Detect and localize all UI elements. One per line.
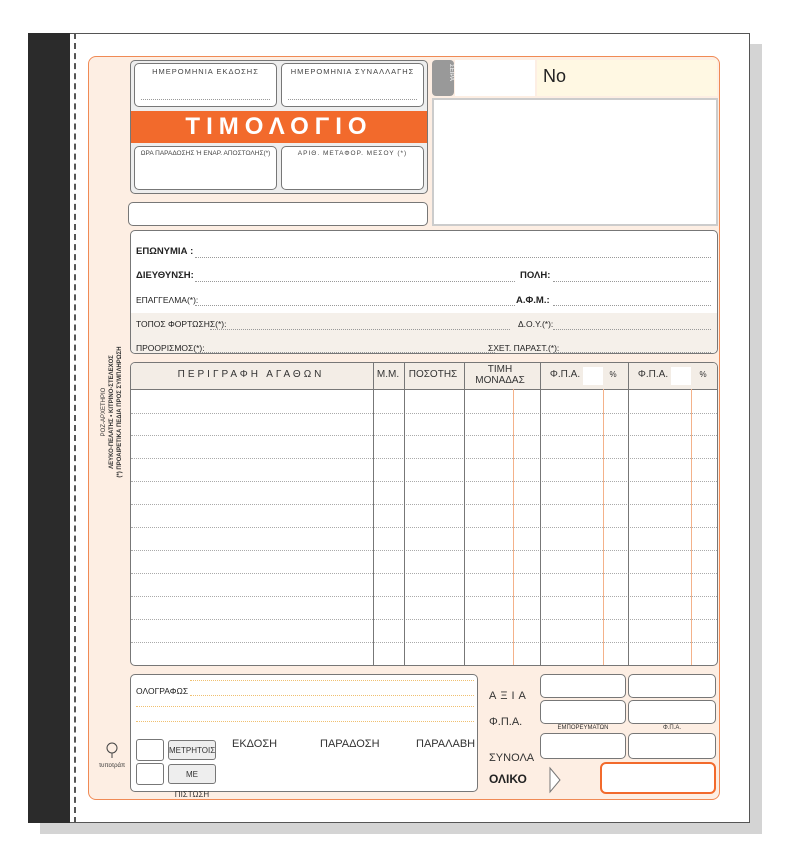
invoice-title: ΤΙΜΟΛΟΓΙΟ (131, 111, 427, 143)
loading-place-label: ΤΟΠΟΣ ΦΟΡΤΩΣΗΣ(*): (136, 319, 227, 329)
price-cents-divider (513, 389, 514, 665)
side-note-line3: (*) ΠΡΟΑΙΡΕΤΙΚΑ ΠΕΔΙΑ ΠΡΟΣ ΣΥΜΠΛΗΡΩΣΗ (117, 346, 123, 478)
customer-vat-label: Α.Φ.Μ.: (516, 295, 550, 306)
vat2-percent-field[interactable] (671, 367, 691, 385)
customer-profession-label: ΕΠΑΓΓΕΛΜΑ(*): (136, 295, 199, 305)
issue-date-line (141, 99, 270, 100)
number-label: No (543, 66, 567, 86)
related-doc-label: ΣΧΕΤ. ΠΑΡΑΣΤ.(*): (488, 343, 560, 353)
issue-date-field[interactable] (134, 63, 277, 107)
sums-label: ΣΥΝΟΛΑ (489, 752, 535, 764)
vat-vat-field[interactable] (628, 700, 716, 724)
perforation-line (74, 33, 76, 823)
vat-merch-field[interactable] (540, 700, 626, 724)
items-table (130, 362, 718, 666)
tax-office-label: Δ.Ο.Υ.(*): (518, 319, 554, 329)
customer-vat-line[interactable] (553, 305, 711, 306)
customer-name-line[interactable] (195, 257, 711, 258)
col-quantity: ΠΟΣΟΤΗΣ (408, 369, 458, 380)
side-note-line1: ΡΟΖ-ΑΡΧΕΤΗΡΙΟ (101, 387, 107, 437)
cash-checkbox[interactable] (136, 739, 164, 761)
value-vat-field[interactable] (628, 674, 716, 698)
col-vat1: Φ.Π.Α. (549, 369, 581, 380)
in-words-label: ΟΛΟΓΡΑΦΩΣ (136, 686, 189, 696)
vat1-cents-divider (603, 389, 604, 665)
value-label: ΑΞΙΑ (489, 690, 530, 702)
value-merch-field[interactable] (540, 674, 626, 698)
vat-column-label: Φ.Π.Α. (662, 725, 682, 731)
customer-profession-line[interactable] (195, 305, 515, 306)
col-vat1-percent: % (609, 370, 617, 379)
customer-block (130, 230, 718, 354)
grand-total-field[interactable] (600, 762, 716, 794)
col-description: ΠΕΡΙΓΡΑΦΗ ΑΓΑΘΩΝ (177, 369, 325, 380)
transaction-date-line (288, 99, 417, 100)
extra-field[interactable] (128, 202, 428, 226)
col-unit: Μ.Μ. (376, 369, 400, 380)
customer-address-line[interactable] (195, 281, 515, 282)
brand-name: τυποτράπ (98, 763, 126, 769)
series-label: ΣΕΙΡΑ (448, 64, 454, 81)
credit-checkbox[interactable] (136, 763, 164, 785)
customer-name-label: ΕΠΩΝΥΜΙΑ : (136, 246, 194, 257)
customer-city-line[interactable] (553, 281, 711, 282)
sums-vat-field[interactable] (628, 733, 716, 759)
customer-city-label: ΠΟΛΗ: (520, 270, 551, 281)
customer-address-label: ΔΙΕΥΘΥΝΣΗ: (136, 270, 194, 281)
vat1-percent-field[interactable] (583, 367, 603, 385)
grand-total-label: ΟΛΙΚΟ (489, 772, 527, 786)
vehicle-number-label: ΑΡΙΘ. ΜΕΤΑΦΟΡ. ΜΕΣΟΥ (*) (297, 150, 408, 157)
pad-binding (28, 33, 70, 823)
loading-place-line[interactable] (210, 329, 510, 330)
destination-label: ΠΡΟΟΡΙΣΜΟΣ(*): (136, 343, 205, 353)
cash-label: ΜΕΤΡΗΤΟΙΣ (168, 740, 216, 760)
transaction-date-label: ΗΜΕΡΟΜΗΝΙΑ ΣΥΝΑΛΛΑΓΗΣ (290, 67, 415, 76)
destination-line[interactable] (195, 352, 495, 353)
sums-merch-field[interactable] (540, 733, 626, 759)
credit-label: ΜΕ ΠΙΣΤΩΣΗ (168, 764, 216, 784)
number-field[interactable] (537, 60, 717, 96)
delivery-time-label: ΩΡΑ ΠΑΡΑΔΟΣΗΣ Ή ΕΝΑΡ. ΑΠΟΣΤΟΛΗΣ(*) (140, 150, 271, 157)
tax-office-line[interactable] (553, 329, 711, 330)
issue-signature-label: ΕΚΔΟΣΗ (232, 738, 278, 750)
in-words-line1[interactable] (190, 680, 474, 696)
vat-total-label: Φ.Π.Α. (489, 716, 523, 728)
col-unit-price: ΤΙΜΗ ΜΟΝΑΔΑΣ (475, 364, 525, 386)
side-note-line2: ΛΕΥΚΟ-ΠΕΛΑΤΗΣ • ΚΙΤΡΙΝΟ-ΣΤΕΛΕΧΟΣ (109, 355, 115, 469)
brand-logo (94, 742, 130, 770)
delivery-signature-label: ΠΑΡΑΔΟΣΗ (320, 738, 380, 750)
issue-date-label: ΗΜΕΡΟΜΗΝΙΑ ΕΚΔΟΣΗΣ (152, 67, 259, 76)
series-field[interactable] (455, 60, 535, 96)
vehicle-number-field[interactable] (281, 146, 424, 190)
series-tab (432, 60, 454, 96)
col-vat2: Φ.Π.Α. (637, 369, 669, 380)
related-doc-line[interactable] (553, 352, 711, 353)
brand-tree-icon (102, 742, 122, 758)
arrow-right-icon (548, 766, 562, 794)
merchandise-label: ΕΜΠΟΡΕΥΜΑΤΩΝ (557, 725, 609, 731)
in-words-line2[interactable] (136, 706, 474, 722)
delivery-time-field[interactable] (134, 146, 277, 190)
transaction-date-field[interactable] (281, 63, 424, 107)
receipt-signature-label: ΠΑΡΑΛΑΒΗ (416, 738, 476, 750)
vat2-cents-divider (691, 389, 692, 665)
col-vat2-percent: % (699, 370, 707, 379)
issuer-stamp-area[interactable] (432, 98, 718, 226)
